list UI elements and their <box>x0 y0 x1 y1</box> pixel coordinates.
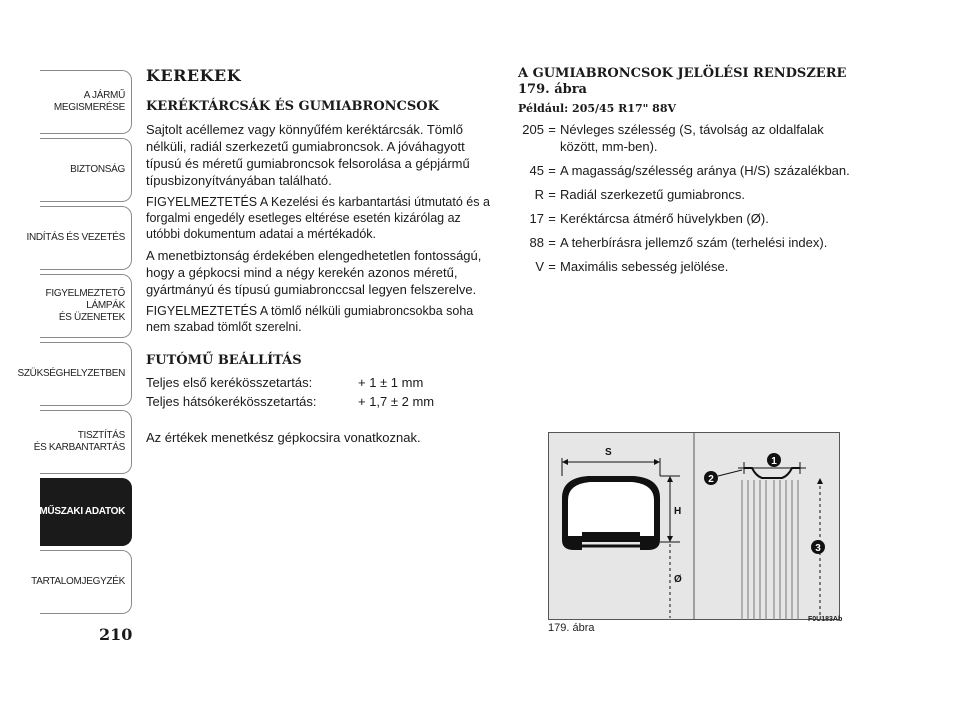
callout-3 <box>811 540 825 554</box>
warning-documents: FIGYELMEZTETÉS A Kezelési és karbantartási útmutató és a forgalmi engedély esetleges eltérése esetén kizárólag az utóbbi dokumentum adatai a mértékadók. <box>146 195 490 241</box>
right-column <box>518 66 863 282</box>
tyre-marking-title: A GUMIABRONCSOK JELÖLÉSI RENDSZERE 179. ábra <box>518 66 847 97</box>
label-h: H <box>674 506 682 517</box>
alignment-title: FUTÓMŰ BEÁLLÍTÁS <box>146 353 302 368</box>
paragraph-safety: A menetbiztonság érdekében elengedhetetlen fontosságú, hogy a gépkocsi mind a négy kerekén azonos méretű, gyártmányú és típusú gumiabronccsal legyen felszerelve. <box>146 248 482 297</box>
def-row-205: 205 = Névleges szélesség (S, távolság az oldalfalak között, mm-ben). <box>522 122 824 154</box>
def-row-r: R = Radiál szerkezetű gumiabroncs. <box>534 187 745 202</box>
figure-caption: 179. ábra <box>548 622 595 634</box>
page-number: 210 <box>99 625 133 644</box>
warning-tubeless: FIGYELMEZTETÉS A tömlő nélküli gumiabroncsokba soha nem szabad tömlőt szerelni. <box>146 304 474 334</box>
alignment-row-rear: Teljes hátsókerékösszetartás: + 1,7 ± 2 mm <box>146 394 435 409</box>
paragraph-wheels: Sajtolt acéllemez vagy könnyűfém keréktárcsák. Tömlő nélküli, radiál szerkezetű gumiabroncsok. A jóváhagyott típusú és méretű gumiabroncsok felsorolása a gépjármű típusbizonyítványában található. <box>146 122 470 188</box>
def-row-17: 17 = Keréktárcsa átmérő hüvelykben (Ø). <box>529 211 769 226</box>
alignment-row-front: Teljes első kerékösszetartás: + 1 ± 1 mm <box>146 375 424 390</box>
tab-figyelmezteto-lampak[interactable]: FIGYELMEZTETŐ LÁMPÁK ÉS ÜZENETEK <box>40 274 132 338</box>
tyre-diagram <box>548 432 840 620</box>
label-diameter: Ø <box>674 574 682 585</box>
tyre-example: Például: 205/45 R17" 88V <box>518 102 677 115</box>
def-row-88: 88 = A teherbírásra jellemző szám (terhelési index). <box>529 235 828 250</box>
tab-muszaki-adatok[interactable]: MŰSZAKI ADATOK <box>40 478 132 546</box>
svg-text:3: 3 <box>815 543 821 554</box>
def-row-45: 45 = A magasság/szélesség aránya (H/S) százalékban. <box>529 163 850 178</box>
def-row-v: V = Maximális sebesség jelölése. <box>535 259 729 274</box>
tab-szukseghelyzetben[interactable]: SZÜKSÉGHELYZETBEN <box>40 342 132 406</box>
svg-text:2: 2 <box>708 474 714 485</box>
tab-biztonsag[interactable]: BIZTONSÁG <box>40 138 132 202</box>
tab-inditas-es-vezetes[interactable]: INDÍTÁS ÉS VEZETÉS <box>40 206 132 270</box>
left-column <box>146 66 498 446</box>
tab-tartalomjegyzek[interactable]: TARTALOMJEGYZÉK <box>40 550 132 614</box>
callout-1 <box>767 453 781 467</box>
tab-tisztitas-es-karbantartas[interactable]: TISZTÍTÁS ÉS KARBANTARTÁS <box>40 410 132 474</box>
label-s: S <box>605 447 612 458</box>
section-title: KEREKEK <box>146 66 242 85</box>
svg-text:1: 1 <box>771 456 777 467</box>
figure-code: F0U183Ab <box>808 616 843 623</box>
tab-a-jarmu-megismerese[interactable]: A JÁRMŰ MEGISMERÉSE <box>40 70 132 134</box>
subsection-title: KERÉKTÁRCSÁK ÉS GUMIABRONCSOK <box>146 99 439 114</box>
tyre-cross-section <box>562 476 660 550</box>
alignment-note: Az értékek menetkész gépkocsira vonatkoznak. <box>146 430 421 445</box>
